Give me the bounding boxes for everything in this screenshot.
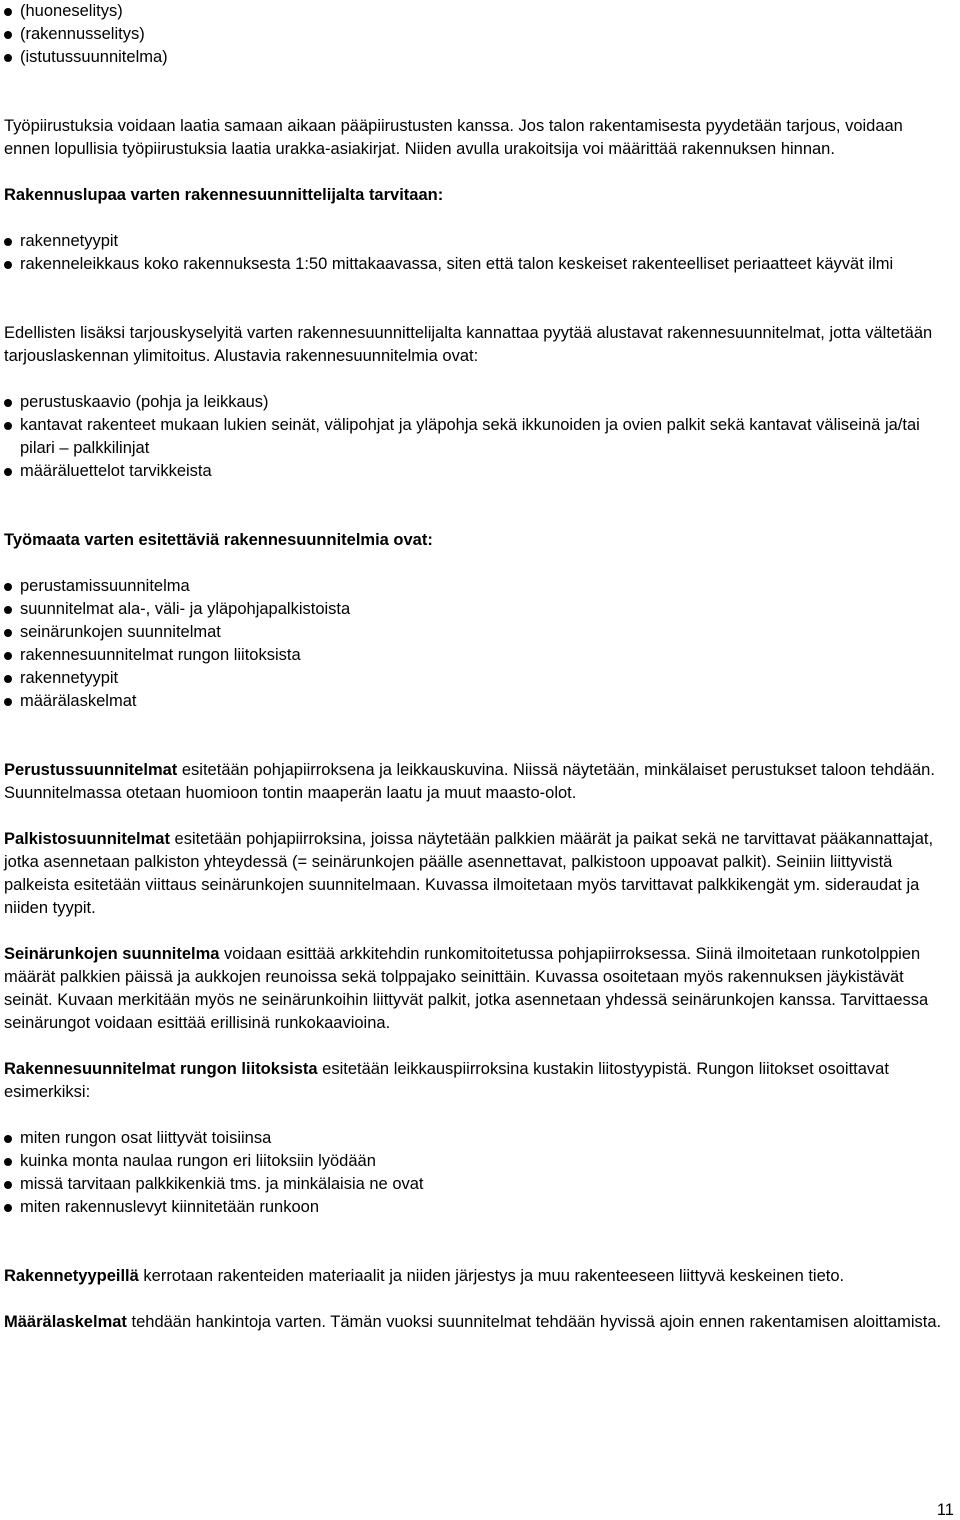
list-item: perustuskaavio (pohja ja leikkaus) [4,391,944,414]
bullet-icon [4,422,12,430]
page-number: 11 [936,1501,954,1519]
paragraph-foundation: Perustussuunnitelmat esitetään pohjapiirroksena ja leikkauskuvina. Niissä näytetään, minkälaiset perustukset taloon tehdään. Suunnitelmassa otetaan huomioon tontin maaperän laatu ja muut maasto-olot. [4,761,935,802]
paragraph-walls: Seinärunkojen suunnitelma voidaan esittää arkkitehdin runkomitoitetussa pohjapiirroksessa. Siinä ilmoitetaan runkotolppien määrät palkkien päissä ja aukkojen reunoissa sekä tolppajako seinittäin. Kuvassa osoitetaan myös rakennuksen jäykistävät seinät. Kuvaan merkitään myös ne seinärunkoihin liittyvät palkit, jotka asennetaan yhdessä seinärunkojen kanssa. Tarvittaessa seinärungot voidaan esittää erillisinä runkokaavioina. [4,945,929,1032]
term-joists: Palkistosuunnitelmat [4,830,170,848]
bullet-icon [4,1158,12,1166]
list-item: perustamissuunnitelma [4,575,944,598]
bullet-icon [4,606,12,614]
list-item: seinärunkojen suunnitelmat [4,621,944,644]
list-item: (huoneselitys) [4,0,944,23]
list-item: kantavat rakenteet mukaan lukien seinät, välipohjat ja yläpohja sekä ikkunoiden ja ovien palkit sekä kantavat väliseinä ja/tai pilari – palkkilinjat [4,414,944,460]
list-preliminary [4,391,944,483]
term-foundation: Perustussuunnitelmat [4,761,178,779]
bullet-icon [4,31,12,39]
list-item: suunnitelmat ala-, väli- ja yläpohjapalkistoista [4,598,944,621]
bullet-icon [4,1204,12,1212]
list-item: miten rakennuslevyt kiinnitetään runkoon [4,1196,944,1219]
paragraph-joists: Palkistosuunnitelmat esitetään pohjapiirroksina, joissa näytetään palkkien määrät ja paikat sekä ne tarvittavat pääkannattajat, jotka asennetaan palkiston yhteydessä (= seinärunkojen päälle asennettavat, palkistoon uppoavat palkit). Seiniin liittyvistä palkeista esitetään viittaus seinärunkojen suunnitelmaan. Kuvassa ilmoitetaan myös tarvittavat palkkikengät ym. sideraudat ja niiden tyypit. [4,830,934,917]
list-top [4,0,944,69]
bullet-icon [4,652,12,660]
list-item: määrälaskelmat [4,690,944,713]
document-page [4,0,944,1334]
bullet-icon [4,698,12,706]
list-item: (rakennusselitys) [4,23,944,46]
list-permit [4,230,944,276]
list-item: miten rungon osat liittyvät toisiinsa [4,1127,944,1150]
term-structure-types: Rakennetyypeillä [4,1267,139,1285]
term-quantities: Määrälaskelmat [4,1313,127,1331]
paragraph-quantities: Määrälaskelmat tehdään hankintoja varten. Tämän vuoksi suunnitelmat tehdään hyvissä ajoin ennen rakentamisen aloittamista. [4,1313,942,1331]
list-joints [4,1127,944,1219]
list-item: rakennetyypit [4,230,944,253]
bullet-icon [4,629,12,637]
bullet-icon [4,238,12,246]
list-item: rakennesuunnitelmat rungon liitoksista [4,644,944,667]
list-item: rakenneleikkaus koko rakennuksesta 1:50 mittakaavassa, siten että talon keskeiset rakenteelliset periaatteet käyvät ilmi [4,253,944,276]
list-item: missä tarvitaan palkkikenkiä tms. ja minkälaisia ne ovat [4,1173,944,1196]
bullet-icon [4,1181,12,1189]
paragraph-working-drawings: Työpiirustuksia voidaan laatia samaan aikaan pääpiirustusten kanssa. Jos talon rakentamisesta pyydetään tarjous, voidaan ennen lopullisia työpiirustuksia laatia urakka-asiakirjat. Niiden avulla urakoitsija voi määrittää rakennuksen hinnan. [4,117,903,158]
list-site [4,575,944,713]
list-item: kuinka monta naulaa rungon eri liitoksiin lyödään [4,1150,944,1173]
heading-site-plans: Työmaata varten esitettäviä rakennesuunnitelmia ovat: [4,531,433,549]
paragraph-preliminary-plans: Edellisten lisäksi tarjouskyselyitä varten rakennesuunnittelijalta kannattaa pyytää alustavat rakennesuunnitelmat, jotta vältetään tarjouslaskennan ylimitoitus. Alustavia rakennesuunnitelmia ovat: [4,324,933,365]
list-item: (istutussuunnitelma) [4,46,944,69]
paragraph-joints: Rakennesuunnitelmat rungon liitoksista esitetään leikkauspiirroksina kustakin liitostyypistä. Rungon liitokset osoittavat esimerkiksi: [4,1060,889,1101]
term-joints: Rakennesuunnitelmat rungon liitoksista [4,1060,318,1078]
bullet-icon [4,583,12,591]
bullet-icon [4,54,12,62]
bullet-icon [4,261,12,269]
heading-building-permit: Rakennuslupaa varten rakennesuunnittelijalta tarvitaan: [4,186,444,204]
bullet-icon [4,1135,12,1143]
list-item: määräluettelot tarvikkeista [4,460,944,483]
bullet-icon [4,675,12,683]
list-item: rakennetyypit [4,667,944,690]
term-walls: Seinärunkojen suunnitelma [4,945,220,963]
bullet-icon [4,468,12,476]
bullet-icon [4,8,12,16]
paragraph-structure-types: Rakennetyypeillä kerrotaan rakenteiden materiaalit ja niiden järjestys ja muu rakenteeseen liittyvä keskeinen tieto. [4,1267,845,1285]
bullet-icon [4,399,12,407]
